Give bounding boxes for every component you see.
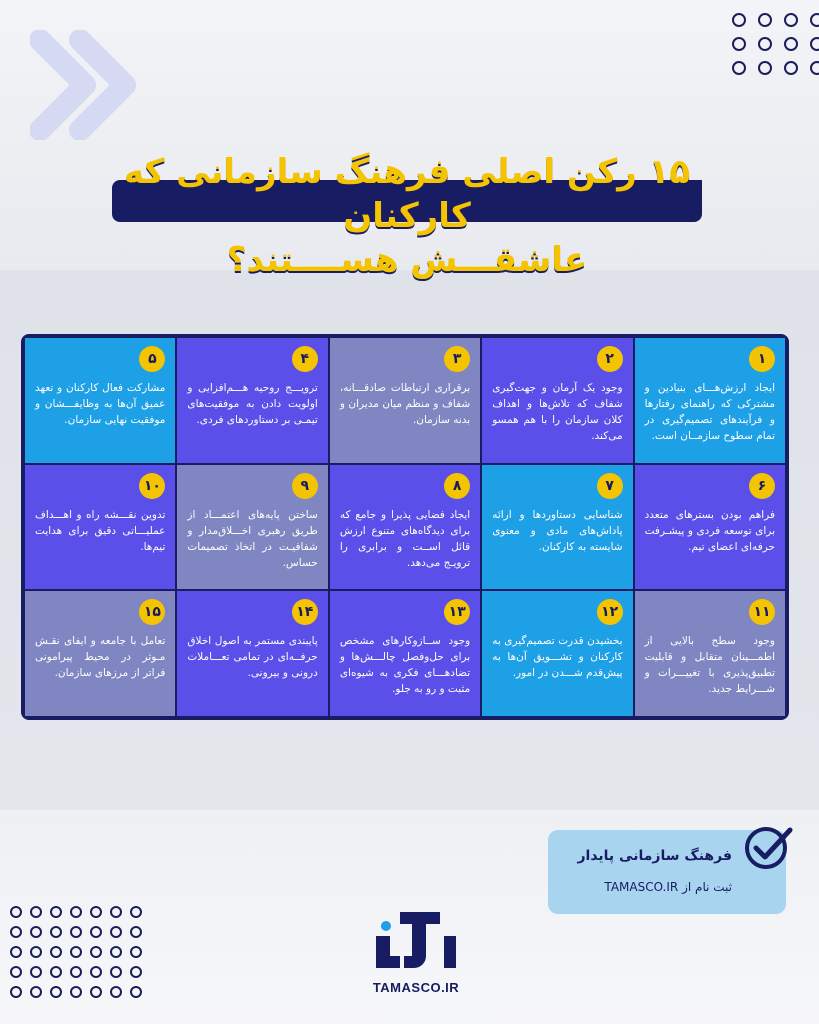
pillar-text: ساختن پایه‌های اعتمـــاد از طریق رهبری اخـــلاق‌مدار و شفافیـت در اتخاذ تصمیمات حساس. bbox=[187, 508, 318, 569]
pillar-card-4 bbox=[177, 338, 327, 463]
check-circle-icon bbox=[742, 818, 796, 872]
pillar-text: مشارکت فعال کارکنان و تعهد عمیق آن‌ها به وظایفـــشان و موفقیت نهایی سازمان. bbox=[35, 382, 166, 426]
pillar-text: وجود ســازوکارهای مشخص برای حل‌وفصل چالـــش‌ها و تضادهـــای فکری به شیوه‌ای مثبت و رو به جلو. bbox=[339, 635, 471, 696]
pillar-text: ایجاد فضایی پذیرا و جامع که برای دیدگاه‌های متنوع ارزش قائل اســت و برابری را ترویـج می‌دهد. bbox=[339, 508, 471, 569]
pillar-number-badge: ۱ bbox=[749, 346, 775, 372]
pillar-card-8 bbox=[330, 465, 480, 590]
pillar-card-11 bbox=[635, 591, 785, 716]
pillar-card-9 bbox=[177, 465, 327, 590]
pillar-number-badge: ۱۱ bbox=[749, 599, 775, 625]
pillar-card-12 bbox=[482, 591, 632, 716]
pillar-number-badge: ۱۰ bbox=[139, 473, 165, 499]
pillars-grid-frame bbox=[21, 334, 789, 720]
pillar-text: ایجاد ارزش‌هـــای بنیادین و مشترکی که راهنمای رفتارها و فرآیندهای تصمیم‌گیری در تمام سطوح سازمــان است. bbox=[644, 382, 775, 442]
pillar-number-badge: ۱۲ bbox=[597, 599, 623, 625]
pillar-text: وجود یک آرمان و جهت‌گیری شفاف که تلاش‌ها و اهداف کلان سازمان را با هم همسو می‌کند. bbox=[492, 382, 623, 442]
pillar-number-badge: ۷ bbox=[597, 473, 623, 499]
pillar-number-badge: ۶ bbox=[749, 473, 775, 499]
dot-pattern-top-right bbox=[726, 8, 819, 80]
pillar-number-badge: ۸ bbox=[444, 473, 470, 499]
pillar-card-6 bbox=[635, 465, 785, 590]
pillar-card-7 bbox=[482, 465, 632, 590]
pillar-number-badge: ۹ bbox=[292, 473, 318, 499]
pillar-card-13 bbox=[330, 591, 480, 716]
pillar-text: شناسایی دستاوردها و ارائه پاداش‌های مادی و معنوی شایسته به کارکنان. bbox=[492, 508, 623, 553]
pillars-grid bbox=[25, 338, 785, 716]
tamasco-logo-icon bbox=[370, 906, 460, 976]
pillar-text: تعامل با جامعه و ایفای نقـش مـوثر در محیط پیرامونی فراتر از مرزهای سازمان. bbox=[35, 635, 166, 680]
pillar-number-badge: ۵ bbox=[139, 346, 165, 372]
pillar-number-badge: ۳ bbox=[444, 346, 470, 372]
title-text bbox=[112, 150, 702, 282]
register-title: فرهنگ سازمانی پایدار bbox=[577, 848, 732, 864]
title-line-2: عاشقـــش هســــتند؟ bbox=[226, 240, 588, 280]
pillar-card-10 bbox=[25, 465, 175, 590]
chevron-decoration-icon bbox=[30, 30, 140, 140]
register-subtitle[interactable]: ثبت نام از TAMASCO.IR bbox=[604, 880, 732, 894]
pillar-card-14 bbox=[177, 591, 327, 716]
pillar-text: فراهم بودن بسترهای متعدد برای توسعه فردی و پیشـرفت حرفه‌ای اعضای تیم. bbox=[644, 508, 775, 553]
title-line-1: ۱۵ رکن اصلی فرهنگ سازمانی که کارکنان bbox=[123, 152, 691, 236]
pillar-text: ترویـــج روحیه هـــم‌افزایی و اولویت دادن به موفقیت‌های تیمـی بر دستاوردهای فردی. bbox=[187, 382, 318, 426]
page-title bbox=[112, 150, 702, 280]
pillar-number-badge: ۴ bbox=[292, 346, 318, 372]
pillar-text: بخشیدن قدرت تصمیم‌گیری به کارکنان و تشـــویق آن‌ها به پیش‌قدم شـــدن در امور. bbox=[492, 635, 623, 680]
dot-pattern-bottom-left bbox=[6, 902, 146, 1002]
brand-name: TAMASCO.IR bbox=[372, 980, 460, 995]
pillar-card-1 bbox=[635, 338, 785, 463]
pillar-card-3 bbox=[330, 338, 480, 463]
pillar-number-badge: ۱۴ bbox=[292, 599, 318, 625]
pillar-number-badge: ۲ bbox=[597, 346, 623, 372]
pillar-text: برقراری ارتباطات صادقـــانه، شفاف و منظم میان مدیران و بدنه سازمان. bbox=[339, 382, 471, 426]
pillar-card-15 bbox=[25, 591, 175, 716]
pillar-number-badge: ۱۵ bbox=[139, 599, 165, 625]
pillar-number-badge: ۱۳ bbox=[444, 599, 470, 625]
pillar-text: پایبندی مستمر به اصول اخلاق حرفــه‌ای در تمامی تعـــاملات درونی و بیرونی. bbox=[187, 635, 318, 680]
pillar-card-5 bbox=[25, 338, 175, 463]
pillar-text: وجود سطح بالایی از اطمـــینان متقابل و قابلیت تطبیق‌پذیری با تغییـــرات و شـــرایط جدید. bbox=[644, 635, 775, 696]
pillar-card-2 bbox=[482, 338, 632, 463]
pillar-text: تدوین نقـــشه راه و اهـــداف عملیـــاتی دقیق برای هدایت تیم‌ها. bbox=[35, 508, 166, 553]
